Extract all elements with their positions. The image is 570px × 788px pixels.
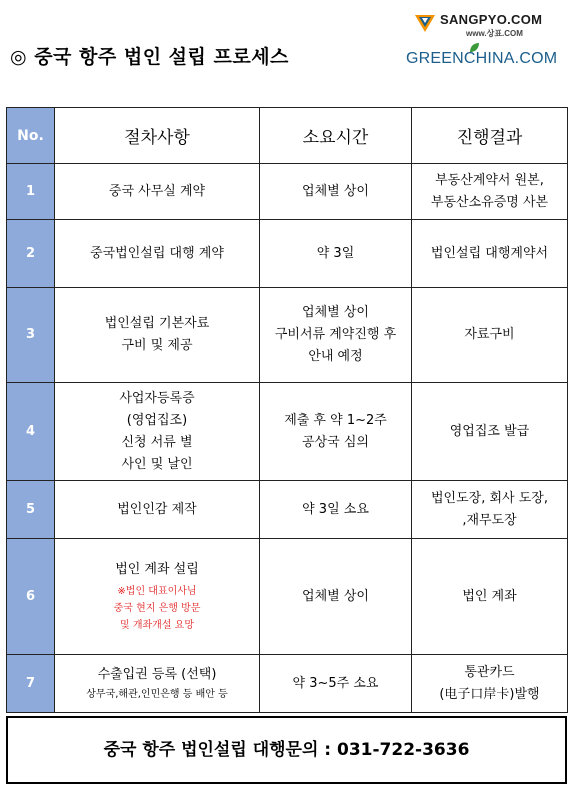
row-number: 3 <box>7 288 55 383</box>
time-text: 업체별 상이 <box>302 588 369 604</box>
row-result <box>412 539 568 655</box>
step-text: 수출입권 등록 (선택) <box>97 667 217 682</box>
row-time <box>260 383 412 481</box>
step-text: 신청 서류 별 <box>121 434 193 450</box>
row-result <box>412 481 568 539</box>
contact-footer: 중국 항주 법인설립 대행문의 : 031-722-3636 <box>6 716 567 784</box>
table-row <box>7 383 568 481</box>
greenchina-logo[interactable] <box>406 48 556 72</box>
row-step <box>55 383 260 481</box>
result-text: 영업집조 발급 <box>449 423 530 439</box>
header-no: No. <box>7 108 55 164</box>
sangpyo-logo-text: SANGPYO.COM <box>440 12 543 27</box>
row-result <box>412 288 568 383</box>
table-header-row <box>7 108 568 164</box>
row-step <box>55 288 260 383</box>
process-table <box>6 107 568 713</box>
row-result <box>412 655 568 713</box>
table-row <box>7 164 568 220</box>
result-text: 법인도장, 회사 도장, <box>431 490 548 506</box>
sangpyo-logo[interactable] <box>414 10 564 44</box>
row-result <box>412 220 568 288</box>
row-time <box>260 220 412 288</box>
step-text: 구비 및 제공 <box>121 338 193 353</box>
time-text: 약 3일 소요 <box>302 501 369 517</box>
row-number: 7 <box>7 655 55 713</box>
row-time <box>260 539 412 655</box>
row-number: 1 <box>7 164 55 220</box>
step-note: 및 개좌개설 요망 <box>120 620 194 631</box>
time-text: 약 3일 <box>316 245 355 261</box>
time-text: 안내 예정 <box>308 349 363 364</box>
step-text: 중국 사무실 계약 <box>108 183 206 199</box>
table-row <box>7 655 568 713</box>
step-text: 법인 계좌 설립 <box>115 562 199 577</box>
row-step <box>55 655 260 713</box>
time-text: 구비서류 계약진행 후 <box>274 327 397 342</box>
row-number: 2 <box>7 220 55 288</box>
time-text: 업체별 상이 <box>302 305 369 320</box>
row-time <box>260 288 412 383</box>
table-row <box>7 481 568 539</box>
result-text: 법인설립 대행계약서 <box>430 245 549 261</box>
step-text: 사인 및 날인 <box>121 456 193 472</box>
sangpyo-logo-subtext: www.상표.COM <box>466 29 523 38</box>
result-text: ,재무도장 <box>462 512 517 528</box>
header-result: 진행결과 <box>412 108 568 164</box>
row-time <box>260 655 412 713</box>
row-time <box>260 164 412 220</box>
row-number: 5 <box>7 481 55 539</box>
step-text: 법인인감 제작 <box>117 501 197 517</box>
sangpyo-logo-icon <box>414 12 436 34</box>
time-text: 업체별 상이 <box>302 183 369 199</box>
step-text: 중국법인설립 대행 계약 <box>90 245 224 261</box>
time-text: 약 3~5주 소요 <box>292 675 379 691</box>
row-step <box>55 539 260 655</box>
result-text: 부동산계약서 원본, <box>435 172 544 188</box>
header-step: 절차사항 <box>55 108 260 164</box>
row-number: 4 <box>7 383 55 481</box>
table-row <box>7 539 568 655</box>
greenchina-logo-text: GREENCHINA.COM <box>406 50 558 67</box>
header-time: 소요시간 <box>260 108 412 164</box>
row-result <box>412 383 568 481</box>
row-step <box>55 220 260 288</box>
row-number: 6 <box>7 539 55 655</box>
step-note: 중국 현지 은행 방문 <box>113 603 201 614</box>
step-note: ※법인 대표이사님 <box>117 586 197 597</box>
result-text: 법인 계좌 <box>462 588 517 604</box>
time-text: 공상국 심의 <box>302 434 369 450</box>
row-step <box>55 481 260 539</box>
row-time <box>260 481 412 539</box>
page-title: ◎ 중국 항주 법인 설립 프로세스 <box>10 46 289 68</box>
step-text: 법인설립 기본자료 <box>104 316 210 331</box>
row-result <box>412 164 568 220</box>
step-subtext: 상무국,해관,인민은행 등 배안 등 <box>86 689 228 700</box>
result-text: 통관카드 <box>464 664 515 680</box>
result-text: (电子口岸卡)발행 <box>439 686 540 702</box>
time-text: 제출 후 약 1~2주 <box>284 412 387 428</box>
step-text: 사업자등록증 <box>119 390 195 406</box>
table-row <box>7 220 568 288</box>
result-text: 자료구비 <box>464 327 515 342</box>
result-text: 부동산소유증명 사본 <box>430 194 549 210</box>
step-text: (영업집조) <box>126 412 188 428</box>
table-row <box>7 288 568 383</box>
row-step <box>55 164 260 220</box>
